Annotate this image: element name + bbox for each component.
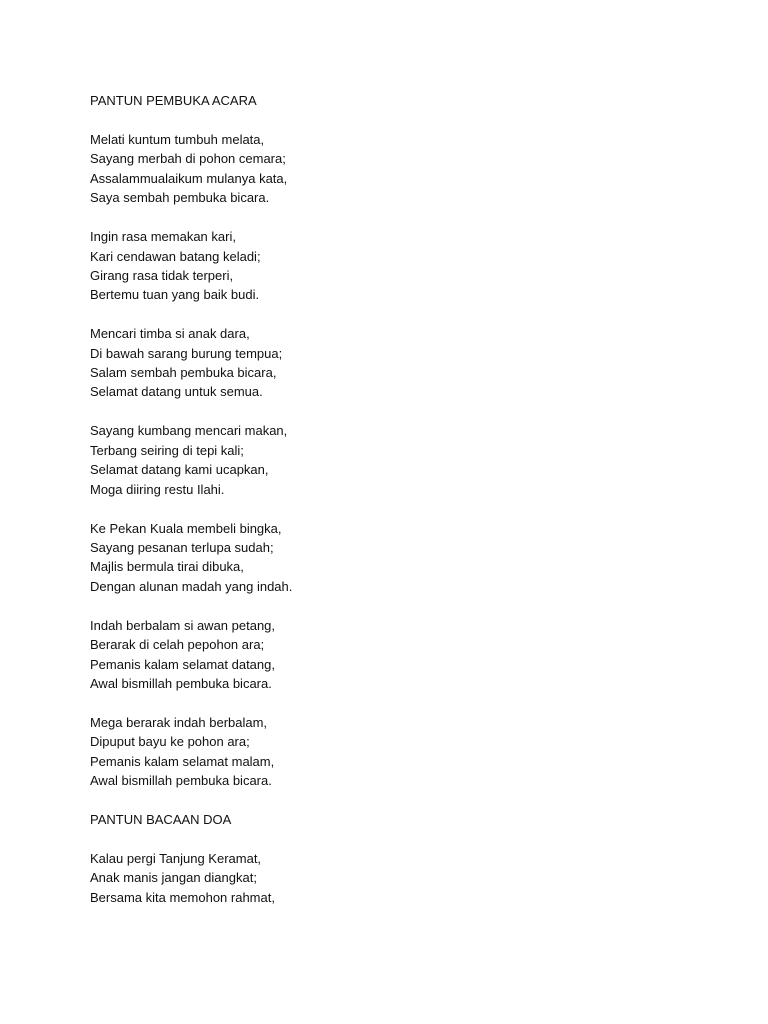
- verse-line: Awal bismillah pembuka bicara.: [90, 773, 272, 789]
- verse-line: Pemanis kalam selamat malam,: [90, 753, 275, 769]
- verse-line: Sayang pesanan terlupa sudah;: [90, 540, 274, 555]
- verse-line: Dengan alunan madah yang indah.: [90, 578, 293, 594]
- pantun-stanza: [90, 421, 710, 499]
- verse-line: Assalammualaikum mulanya kata,: [90, 170, 288, 186]
- verse-line: Kalau pergi Tanjung Keramat,: [90, 851, 262, 867]
- pantun-stanza: [90, 616, 710, 694]
- section-heading: PANTUN PEMBUKA ACARA: [90, 93, 257, 108]
- verse-line: Bersama kita memohon rahmat,: [90, 889, 275, 905]
- verse-line: Awal bismillah pembuka bicara.: [90, 675, 272, 691]
- section-heading: PANTUN BACAAN DOA: [90, 812, 232, 828]
- verse-line: Anak manis jangan diangkat;: [90, 870, 257, 886]
- verse-line: Sayang kumbang mencari makan,: [90, 423, 288, 439]
- verse-line: Saya sembah pembuka bicara.: [90, 190, 270, 206]
- pantun-stanza: [90, 227, 710, 305]
- verse-line: Terbang seiring di tepi kali;: [90, 442, 244, 458]
- verse-line: Ke Pekan Kuala membeli bingka,: [90, 520, 282, 536]
- pantun-stanza: [90, 713, 710, 791]
- verse-line: Berarak di celah pepohon ara;: [90, 637, 265, 653]
- verse-line: Dipuput bayu ke pohon ara;: [90, 734, 250, 750]
- verse-line: Indah berbalam si awan petang,: [90, 617, 276, 633]
- pantun-stanza: [90, 849, 710, 907]
- verse-line: Moga diiring restu Ilahi.: [90, 481, 225, 497]
- pantun-stanza: [90, 324, 710, 402]
- verse-line: Ingin rasa memakan kari,: [90, 229, 236, 245]
- verse-line: Di bawah sarang burung tempua;: [90, 345, 283, 361]
- verse-line: Mencari timba si anak dara,: [90, 326, 250, 342]
- verse-line: Majlis bermula tirai dibuka,: [90, 559, 244, 575]
- verse-line: Melati kuntum tumbuh melata,: [90, 131, 265, 147]
- verse-line: Pemanis kalam selamat datang,: [90, 656, 275, 672]
- verse-line: Bertemu tuan yang baik budi.: [90, 287, 260, 303]
- document-page: [90, 91, 710, 927]
- verse-line: Salam sembah pembuka bicara,: [90, 365, 277, 381]
- pantun-stanza: [90, 519, 710, 597]
- pantun-stanza: [90, 130, 710, 208]
- verse-line: Sayang merbah di pohon cemara;: [90, 151, 286, 167]
- verse-line: Mega berarak indah berbalam,: [90, 714, 268, 730]
- verse-line: Selamat datang untuk semua.: [90, 384, 263, 400]
- verse-line: Kari cendawan batang keladi;: [90, 248, 261, 264]
- verse-line: Girang rasa tidak terperi,: [90, 267, 234, 283]
- verse-line: Selamat datang kami ucapkan,: [90, 462, 269, 478]
